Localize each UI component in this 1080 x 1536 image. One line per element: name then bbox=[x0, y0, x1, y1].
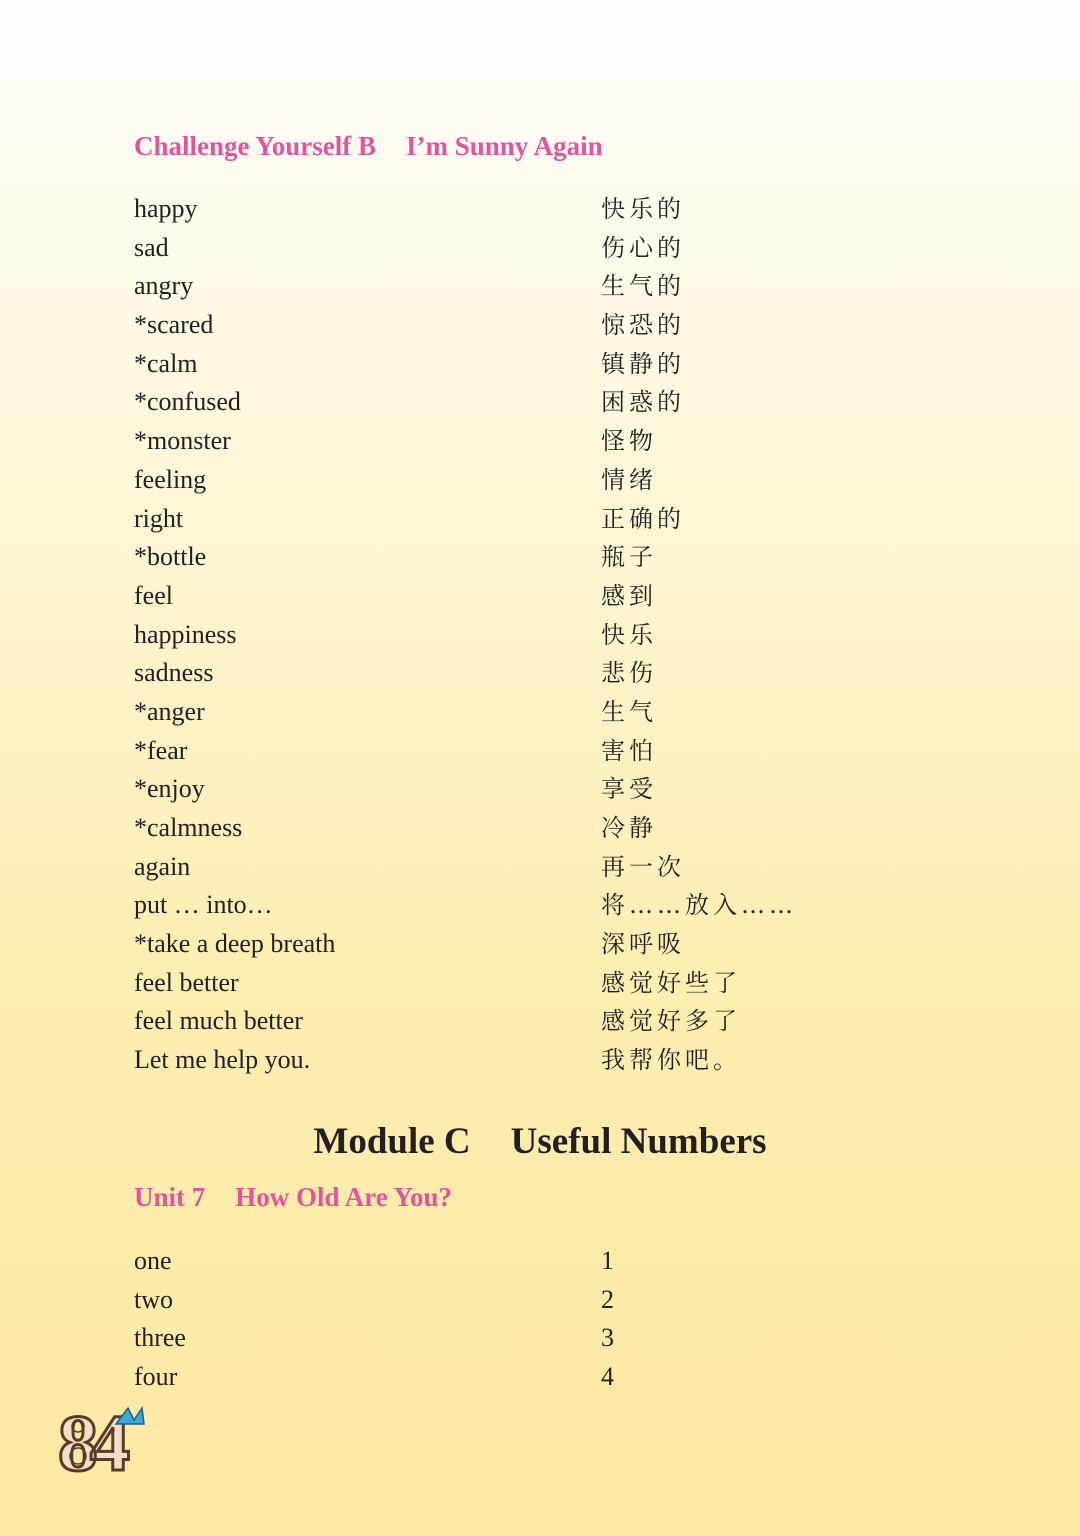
english-word: *take a deep breath bbox=[134, 929, 336, 959]
vocab-row bbox=[134, 577, 934, 616]
chinese-meaning: 生气的 bbox=[601, 272, 685, 301]
english-word: one bbox=[134, 1246, 172, 1275]
english-word: sadness bbox=[134, 658, 214, 688]
chinese-meaning: 困惑的 bbox=[601, 388, 685, 417]
numeral: 2 bbox=[601, 1284, 614, 1314]
english-word: feel better bbox=[134, 967, 239, 997]
module-name: Useful Numbers bbox=[510, 1121, 767, 1162]
vocab-row bbox=[134, 1002, 934, 1041]
chinese-meaning: 伤心的 bbox=[601, 233, 685, 262]
english-word: put … into… bbox=[134, 890, 273, 920]
chinese-meaning: 情绪 bbox=[601, 465, 657, 494]
chinese-meaning: 享受 bbox=[601, 775, 657, 804]
english-word: four bbox=[134, 1362, 178, 1392]
vocab-row bbox=[134, 500, 934, 539]
english-word: *calm bbox=[134, 348, 198, 378]
english-word: feel much better bbox=[134, 1006, 303, 1036]
chinese-meaning: 深呼吸 bbox=[601, 930, 685, 959]
chinese-meaning: 快乐的 bbox=[601, 195, 685, 223]
chinese-meaning: 感觉好些了 bbox=[601, 968, 741, 997]
numeral: 3 bbox=[601, 1323, 614, 1353]
numeral: 4 bbox=[601, 1362, 614, 1392]
english-word: three bbox=[134, 1323, 186, 1353]
vocabulary-list bbox=[134, 190, 934, 1080]
chinese-meaning: 冷静 bbox=[601, 814, 657, 842]
unit-heading bbox=[134, 1182, 452, 1213]
english-word: *bottle bbox=[134, 542, 207, 572]
vocab-row bbox=[134, 1041, 934, 1080]
english-word: Let me help you. bbox=[134, 1045, 311, 1075]
chinese-meaning: 镇静的 bbox=[601, 349, 685, 378]
vocab-row bbox=[134, 538, 934, 577]
english-word: *scared bbox=[134, 310, 214, 340]
section-label: Challenge Yourself B bbox=[134, 131, 376, 161]
page-number-digits: 84 bbox=[58, 1402, 122, 1478]
english-word: angry bbox=[134, 271, 194, 301]
section-title: I’m Sunny Again bbox=[406, 131, 603, 161]
english-word: *enjoy bbox=[134, 774, 205, 804]
number-row bbox=[134, 1281, 934, 1320]
vocab-row bbox=[134, 345, 934, 384]
chinese-meaning: 再一次 bbox=[601, 852, 685, 881]
chinese-meaning: 怪物 bbox=[601, 427, 657, 456]
vocab-row bbox=[134, 809, 934, 848]
number-row bbox=[134, 1358, 934, 1397]
page-number bbox=[56, 1402, 152, 1478]
unit-title: How Old Are You? bbox=[235, 1182, 453, 1212]
chinese-meaning: 惊恐的 bbox=[601, 311, 685, 340]
chinese-meaning: 感到 bbox=[601, 581, 657, 610]
chinese-meaning: 瓶子 bbox=[601, 543, 657, 572]
number-row bbox=[134, 1242, 934, 1281]
english-word: feeling bbox=[134, 464, 207, 494]
vocab-row bbox=[134, 654, 934, 693]
english-word: two bbox=[134, 1284, 173, 1314]
english-word: happiness bbox=[134, 619, 237, 649]
english-word: right bbox=[134, 503, 184, 533]
vocab-row bbox=[134, 616, 934, 655]
chinese-meaning: 生气 bbox=[601, 697, 657, 726]
vocab-row bbox=[134, 770, 934, 809]
vocab-row bbox=[134, 886, 934, 925]
vocab-row bbox=[134, 306, 934, 345]
vocab-row bbox=[134, 461, 934, 500]
number-word-list bbox=[134, 1242, 934, 1397]
number-row bbox=[134, 1319, 934, 1358]
english-word: sad bbox=[134, 232, 169, 262]
vocab-row bbox=[134, 693, 934, 732]
numeral: 1 bbox=[601, 1246, 614, 1275]
section-heading bbox=[134, 131, 603, 162]
vocab-row bbox=[134, 848, 934, 887]
vocab-row bbox=[134, 925, 934, 964]
chinese-meaning: 我帮你吧。 bbox=[601, 1046, 741, 1075]
unit-label: Unit 7 bbox=[134, 1182, 206, 1212]
chinese-meaning: 正确的 bbox=[601, 504, 685, 533]
english-word: *confused bbox=[134, 387, 241, 417]
english-word: feel bbox=[134, 580, 173, 610]
module-title bbox=[0, 1120, 1080, 1163]
vocab-row bbox=[134, 229, 934, 268]
chinese-meaning: 快乐 bbox=[601, 620, 657, 649]
english-word: happy bbox=[134, 194, 198, 223]
english-word: *monster bbox=[134, 426, 231, 456]
vocab-row bbox=[134, 732, 934, 771]
module-label: Module C bbox=[313, 1121, 471, 1162]
vocab-row bbox=[134, 964, 934, 1003]
english-word: *calmness bbox=[134, 813, 243, 842]
chinese-meaning: 害怕 bbox=[601, 736, 657, 765]
english-word: *anger bbox=[134, 696, 205, 726]
chinese-meaning: 将……放入…… bbox=[601, 891, 797, 920]
chinese-meaning: 感觉好多了 bbox=[601, 1007, 741, 1036]
vocab-row bbox=[134, 190, 934, 229]
chinese-meaning: 悲伤 bbox=[601, 659, 657, 688]
english-word: *fear bbox=[134, 735, 188, 765]
vocab-row bbox=[134, 383, 934, 422]
vocab-row bbox=[134, 267, 934, 306]
english-word: again bbox=[134, 851, 191, 881]
vocab-row bbox=[134, 422, 934, 461]
